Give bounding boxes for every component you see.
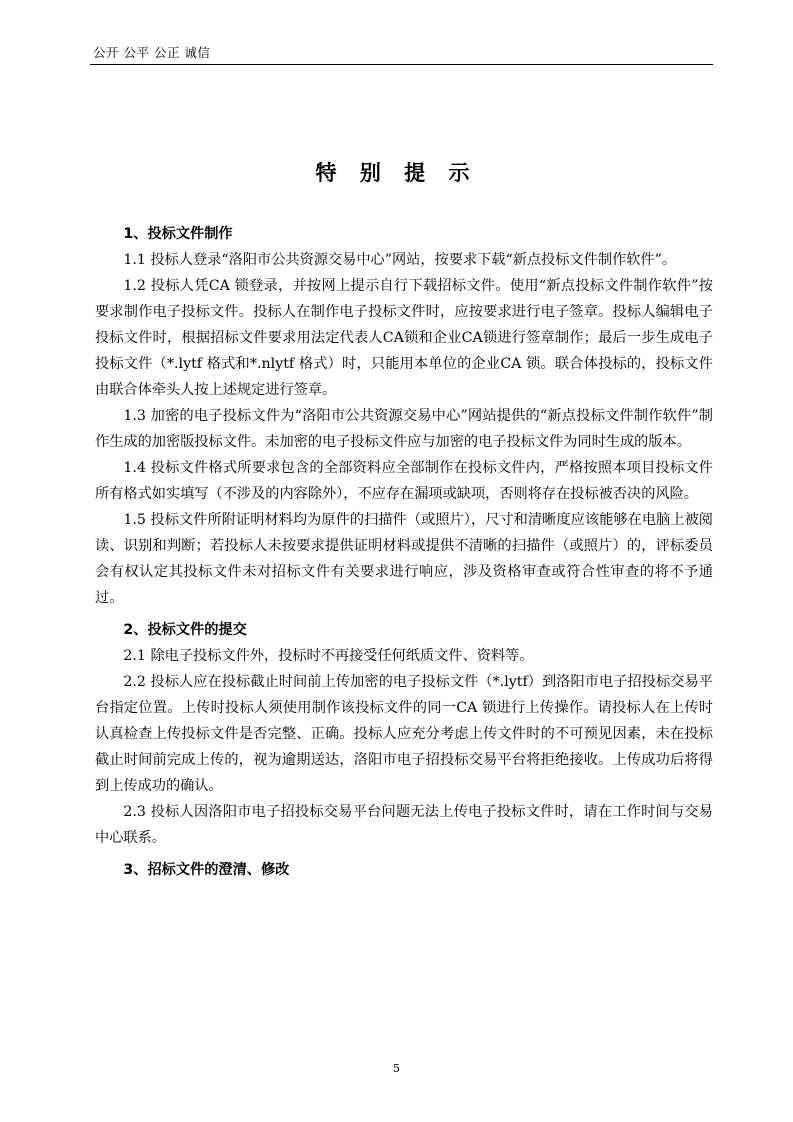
paragraph: 1.3 加密的电子投标文件为“洛阳市公共资源交易中心”网站提供的“新点投标文件制作软件”制作生成的加密版投标文件。未加密的电子投标文件应与加密的电子投标文件为同时生成的版本。 [95,408,713,450]
section-heading: 1、投标文件制作 [123,226,233,242]
section-heading: 3、招标文件的澄清、修改 [123,862,290,878]
paragraph: 2.3 投标人因洛阳市电子招投标交易平台问题无法上传电子投标文件时，请在工作时间与交易中心联系。 [95,804,713,846]
page-number: 5 [393,1062,400,1075]
paragraph: 2.1 除电子投标文件外，投标时不再接受任何纸质文件、资料等。 [123,648,534,664]
paragraph: 1.5 投标文件所附证明材料均为原件的扫描件（或照片），尺寸和清晰度应该能够在电脑上被阅读、识别和判断；若投标人未按要求提供证明材料或提供不清晰的扫描件（或照片）的，评标委员会有权认定其投标文件未对招标文件有关要求进行响应，涉及资格审查或符合性审查的将不予通过。 [95,512,713,606]
paragraph: 2.2 投标人应在投标截止时间前上传加密的电子投标文件（*.lytf）到洛阳市电子招投标交易平台指定位置。上传时投标人须使用制作该投标文件的同一CA 锁进行上传操作。请投标人在上传时认真检查上传投标文件是否完整、正确。投标人应充分考虑上传文件时的不可预见因素，未在投标截止时间前完成上传的，视为逾期送达，洛阳市电子招投标交易平台将拒绝接收。上传成功后将得到上传成功的确认。 [95,674,713,794]
paragraph: 1.4 投标文件格式所要求包含的全部资料应全部制作在投标文件内，严格按照本项目投标文件所有格式如实填写（不涉及的内容除外），不应存在漏项或缺项，否则将存在投标被否决的风险。 [95,460,713,502]
paragraph: 1.2 投标人凭CA 锁登录，并按网上提示自行下载招标文件。使用“新点投标文件制作软件”按要求制作电子投标文件。投标人在制作电子投标文件时，应按要求进行电子签章。投标人编辑电子投标文件时，根据招标文件要求用法定代表人CA锁和企业CA锁进行签章制作；最后一步生成电子投标文件（*.lytf 格式和*.nlytf 格式）时，只能用本单位的企业CA 锁。联合体投标的，投标文件由联合体牵头人按上述规定进行签章。 [95,278,713,398]
page-header: 公开 公平 公正 诚信 [93,45,211,60]
paragraph: 1.1 投标人登录“洛阳市公共资源交易中心”网站，按要求下载“新点投标文件制作软件”。 [123,252,677,268]
header-rule [90,64,713,65]
document-body [95,221,713,883]
section-heading: 2、投标文件的提交 [123,622,247,638]
document-title: 特 别 提 示 [315,161,478,185]
